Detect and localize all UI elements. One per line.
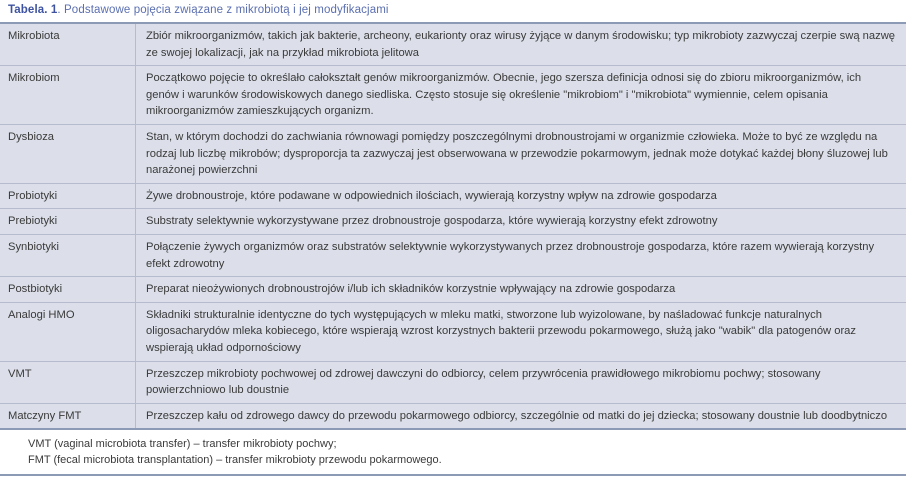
definition-cell: Składniki strukturalnie identyczne do tych występujących w mleku matki, stworzone lub wyizolowane, by naśladować funkcje naturalnych oligosacharydów mleka kobiecego, które wspierają wzrost korzystnych bakterii przewodu pokarmowego, służą jako "wabik" dla patogenów oraz wspierają układ odpornościowy bbox=[136, 302, 906, 361]
definitions-table-body bbox=[0, 24, 906, 428]
term-cell: Dysbioza bbox=[0, 124, 136, 183]
definition-cell: Substraty selektywnie wykorzystywane przez drobnoustroje gospodarza, które wywierają korzystny efekt zdrowotny bbox=[136, 209, 906, 235]
definition-cell: Przeszczep mikrobioty pochwowej od zdrowej dawczyni do odbiorcy, celem przywrócenia prawidłowego mikrobiomu pochwy; stosowany powierzchniowo lub doustnie bbox=[136, 361, 906, 403]
definition-cell: Połączenie żywych organizmów oraz substratów selektywnie wykorzystywanych przez drobnoustroje gospodarza, które razem wywierają korzystny efekt zdrowotny bbox=[136, 234, 906, 276]
caption-label: Tabela. 1 bbox=[8, 4, 58, 16]
definition-cell: Przeszczep kału od zdrowego dawcy do przewodu pokarmowego odbiorcy, szczególnie od matki do jej dziecka; stosowany doustnie lub doodbytniczo bbox=[146, 409, 888, 422]
definition-cell: Zbiór mikroorganizmów, takich jak bakterie, archeony, eukarionty oraz wirusy żyjące w danym środowisku; typ mikrobioty zazwyczaj czerpie swą nazwę ze swojej lokalizacji, jak na przykład mikrobiota jelitowa bbox=[136, 24, 906, 66]
term-cell: Mikrobiota bbox=[0, 24, 136, 66]
caption-title: . Podstawowe pojęcia związane z mikrobiotą i jej modyfikacjami bbox=[57, 4, 389, 16]
term-cell: Analogi HMO bbox=[0, 302, 136, 361]
table-row bbox=[0, 24, 906, 66]
table-footnotes bbox=[0, 430, 906, 474]
definition-cell: Żywe drobnoustroje, które podawane w odpowiednich ilościach, wywierają korzystny wpływ na zdrowie gospodarza bbox=[136, 183, 906, 209]
table-row bbox=[0, 403, 906, 428]
term-cell: Synbiotyki bbox=[0, 234, 136, 276]
table-row bbox=[0, 361, 906, 403]
definition-cell: Stan, w którym dochodzi do zachwiania równowagi pomiędzy poszczególnymi drobnoustrojami w organizmie człowieka. Może to być ze względu na rodzaj lub liczbę mikrobów; dysproporcja ta zazwyczaj jest obserwowana w przewodzie pokarmowym, jednak może dotykać każdej błony śluzowej lub narażonej powierzchni bbox=[136, 124, 906, 183]
term-cell: Matczyny FMT bbox=[0, 403, 136, 428]
footnote-line: FMT (fecal microbiota transplantation) – transfer mikrobioty przewodu pokarmowego. bbox=[28, 454, 442, 467]
table-row bbox=[0, 302, 906, 361]
table-row bbox=[0, 277, 906, 303]
term-cell: Probiotyki bbox=[0, 183, 136, 209]
table-row bbox=[0, 183, 906, 209]
term-cell: Prebiotyki bbox=[0, 209, 136, 235]
footnote-line: VMT (vaginal microbiota transfer) – transfer mikrobioty pochwy; bbox=[28, 438, 337, 451]
table-row bbox=[0, 209, 906, 235]
definition-cell: Początkowo pojęcie to określało całokształt genów mikroorganizmów. Obecnie, jego szersza definicja odnosi się do zbioru mikroorganizmów, ich genów i warunków środowiskowych danego siedliska. Często stosuje się określenie "mikrobiom" i "mikrobiota" wymiennie, celem opisania mikroorganizmów zamieszkujących organizm. bbox=[136, 66, 906, 125]
table-caption bbox=[0, 0, 906, 22]
definition-cell: Preparat nieożywionych drobnoustrojów i/lub ich składników korzystnie wpływający na zdrowie gospodarza bbox=[136, 277, 906, 303]
definitions-table bbox=[0, 24, 906, 428]
term-cell: VMT bbox=[0, 361, 136, 403]
table-row bbox=[0, 234, 906, 276]
term-cell: Mikrobiom bbox=[0, 66, 136, 125]
term-cell: Postbiotyki bbox=[0, 277, 136, 303]
table-row bbox=[0, 124, 906, 183]
table-bottom-rule bbox=[0, 474, 906, 476]
table-row bbox=[0, 66, 906, 125]
